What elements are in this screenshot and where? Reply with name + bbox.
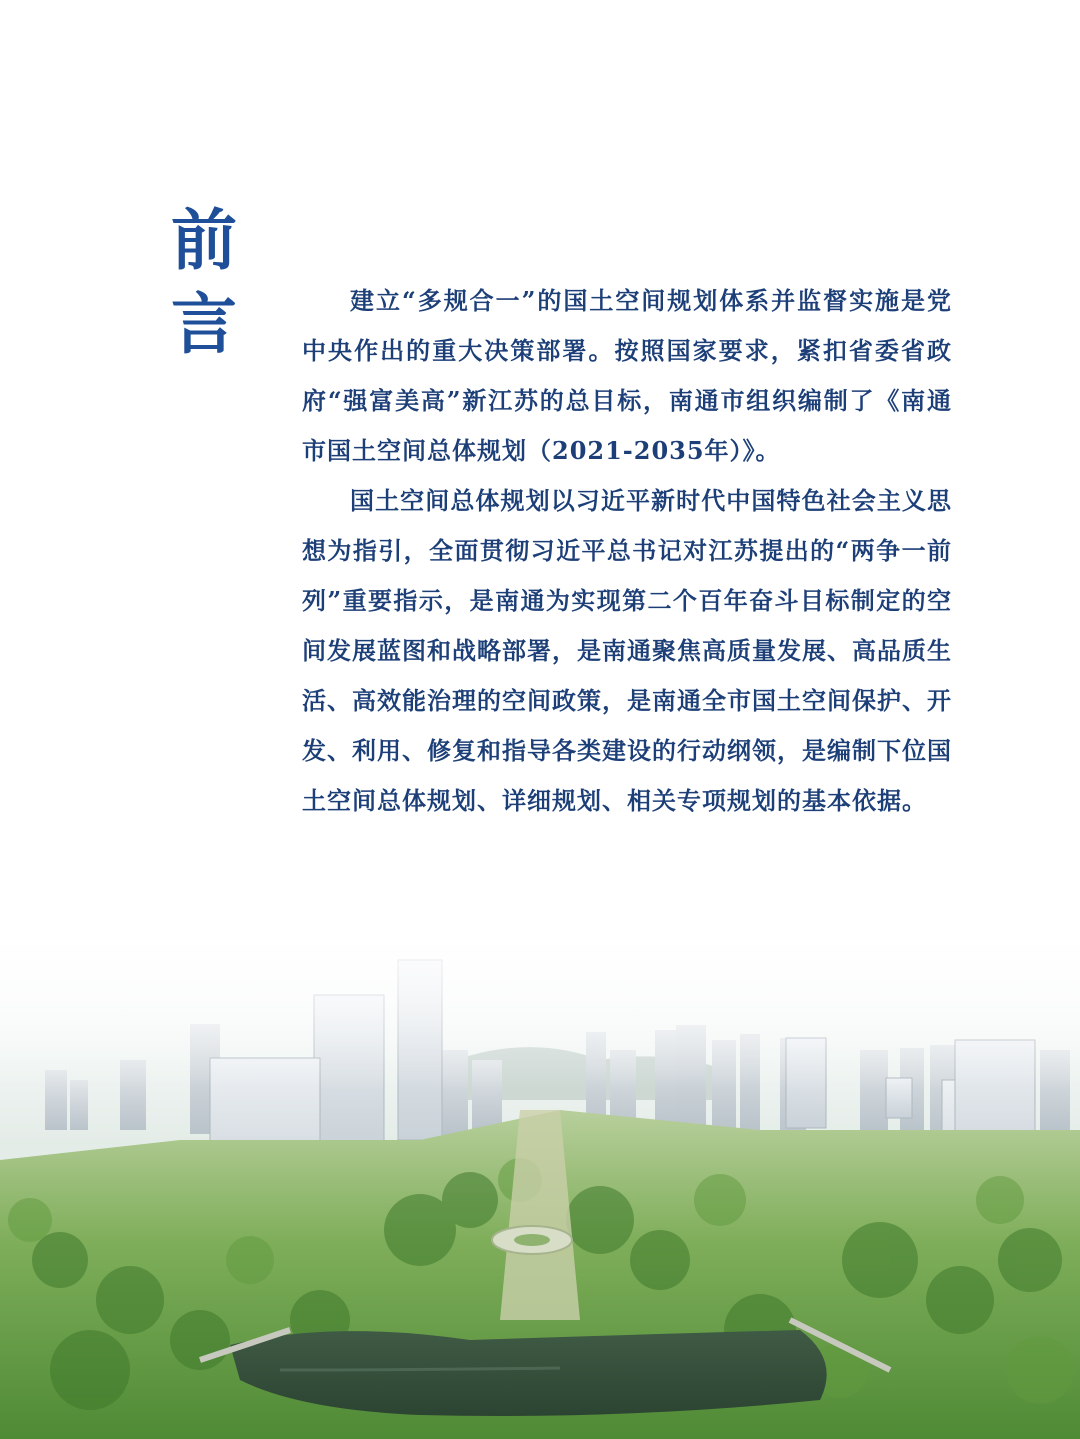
paragraph-2: 国土空间总体规划以习近平新时代中国特色社会主义思想为指引，全面贯彻习近平总书记对江苏提出的“两争一前列”重要指示，是南通为实现第二个百年奋斗目标制定的空间发展蓝图和战略部署，是南通聚焦高质量发展、高品质生活、高效能治理的空间政策，是南通全市国土空间保护、开发、利用、修复和指导各类建设的行动纲领，是编制下位国土空间总体规划、详细规划、相关专项规划的基本依据。 xyxy=(302,486,952,815)
preface-heading xyxy=(168,198,240,366)
heading-char-1: 前 xyxy=(171,201,237,279)
paragraph-1: 建立“多规合一”的国土空间规划体系并监督实施是党中央作出的重大决策部署。按照国家要求，紧扣省委省政府“强富美高”新江苏的总目标，南通市组织编制了《南通市国土空间总体规划（2021-2035年）》。 xyxy=(302,286,952,465)
preface-body xyxy=(302,276,952,826)
city-aerial-photo xyxy=(0,900,1080,1439)
heading-char-2: 言 xyxy=(171,285,237,363)
